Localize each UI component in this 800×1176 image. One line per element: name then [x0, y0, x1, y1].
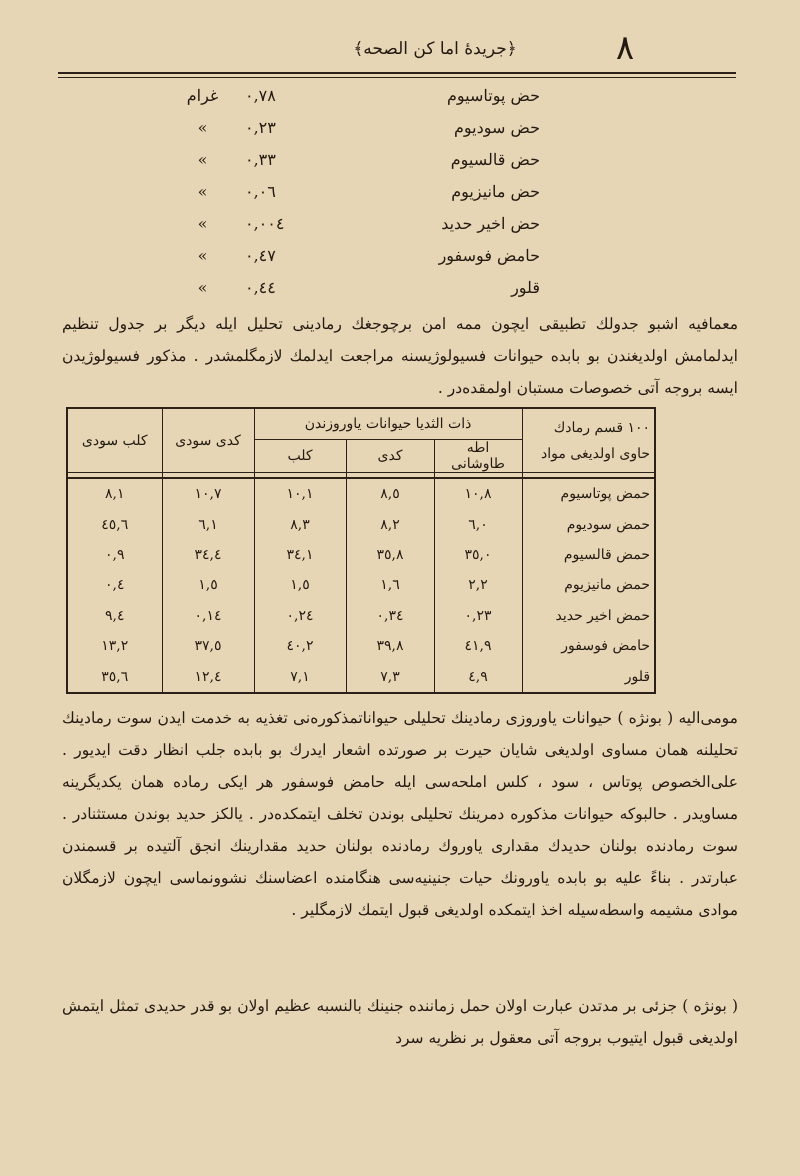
composition-name: قلور: [511, 278, 540, 297]
composition-item: [120, 278, 540, 308]
table-cell: ٨,٥: [346, 478, 434, 510]
composition-value: ٠,٢٣: [245, 118, 276, 137]
col-header-dog: كلب: [254, 440, 346, 473]
composition-unit: »: [197, 278, 208, 297]
body-paragraph: مومى‌اليه ( بونژه ) حيوانات ياوروزى رمادينك تحليلى حيواناتمذكوره‌نى تغذيه به خدمت ايدن سوت رمادينك تحليلنه همان مساوى اولديغى شايان حيرت بر صورتده اشعار ايدرك بو بابده جلب انظار دقت ايديور . على‌الخصوص پوتاس ، سود ، كلس املحه‌سى ايله حامض فوسفور هر ايكى رماده همان يكديگرينه مساويدر . حالبوكه حيوانات مذكوره دمرينك تحليلى بوندن تخلف ايتمكده‌در . يالكز حديد بوندن مستثنادر . سوت رمادنده بولنان حديدك مقدارى ياوروك رمادنده بولنان حديد مقدارينك انجق آلتيده بر قسمندن عبارتدر . بناءً عليه بو بابده ياورونك حيات جنينيه‌سى هنگامنده اعضاسنك نشوونماسى ايچون لازمگلان موادى مشيمه واسطه‌سيله اخذ ايتمكده اولديغى قبول ايتمك لازمگلير .: [62, 709, 738, 919]
table-row: [67, 631, 655, 661]
table-cell: ١٢,٤: [162, 661, 254, 693]
table-cell: ٦,١: [162, 510, 254, 540]
table-cell: ٨,١: [105, 486, 125, 503]
composition-value: ٠,٤٧: [245, 246, 276, 265]
intro-paragraph: معمافيه اشبو جدولك تطبيقى ايچون ممه امن برچوجغك رمادينى تحليل ايله ديگر بر جدول تنظيم ايدلمامش اولديغندن بو بابده حيوانات فسيولوژيسنه مراجعت ايدلمك لازمگلمشدر . مذكور فسيولوژيدن ايسه بروجه آتى خصوصات مستبان اولمقده‌در .: [62, 315, 738, 397]
table-cell: ١٣,٢: [101, 638, 129, 655]
running-title: ﴿جريدهٔ اما كن الصحه﴾: [353, 39, 517, 59]
table-cell: ٤,٩: [434, 661, 522, 693]
table-cell: ٣٤,١: [254, 540, 346, 570]
table-cell: ٧,٣: [346, 661, 434, 693]
table-cell: ٨,٢: [346, 510, 434, 540]
col-header-dog-milk: كلب سودى: [67, 408, 162, 473]
page-number: ٨: [615, 28, 635, 68]
table-cell: ٠,٢٣: [434, 601, 522, 631]
col-header-group: ذات الثديا حيوانات ياوروزندن: [254, 408, 522, 440]
header-rule-thin: [58, 77, 736, 78]
table-row: [67, 601, 655, 631]
composition-value: ٠,٠٠٤: [245, 214, 285, 233]
row-label: حامض فوسفور: [522, 631, 655, 661]
composition-unit: »: [197, 246, 208, 265]
composition-item: [120, 246, 540, 276]
row-label: حمض پوتاسيوم: [522, 478, 655, 510]
table-cell: ٦,٠: [434, 510, 522, 540]
col-header-cat-milk: كدى سودى: [162, 408, 254, 473]
table-cell: ٩,٤: [105, 607, 125, 624]
composition-name: حض سوديوم: [454, 118, 540, 137]
composition-unit: »: [197, 214, 208, 233]
col-header-rabbit: اطه طاوشانى: [434, 440, 522, 473]
composition-item: [120, 182, 540, 212]
table-cell: ١٠,١: [254, 478, 346, 510]
composition-unit: »: [197, 118, 208, 137]
composition-value: ٠,٣٣: [245, 150, 276, 169]
composition-name: حض مانيزيوم: [451, 182, 540, 201]
table-cell: ٧,١: [254, 661, 346, 693]
col-header-cat: كدى: [346, 440, 434, 473]
table-cell: ٢,٢: [434, 570, 522, 600]
table-cell: ٣٥,٦: [101, 668, 129, 685]
table-cell: ١,٥: [254, 570, 346, 600]
composition-value: ٠,٠٦: [245, 182, 276, 201]
table-row: [67, 661, 655, 693]
table-cell: ٤٥,٦: [101, 516, 129, 533]
composition-item: [120, 86, 540, 116]
composition-unit: »: [197, 182, 208, 201]
composition-item: [120, 118, 540, 148]
table-cell: ٤١,٩: [434, 631, 522, 661]
table-row: [67, 540, 655, 570]
composition-item: [120, 150, 540, 180]
composition-unit: »: [197, 150, 208, 169]
table-cell: ١٠,٧: [162, 478, 254, 510]
table-cell: ٣٥,٠: [434, 540, 522, 570]
ash-composition-table: [66, 407, 656, 694]
row-label: حمض سوديوم: [522, 510, 655, 540]
table-cell: ١,٥: [162, 570, 254, 600]
composition-name: حامض فوسفور: [438, 246, 540, 265]
composition-name: حض اخير حديد: [441, 214, 540, 233]
table-cell: ٣٤,٤: [162, 540, 254, 570]
row-label: حمض قالسيوم: [522, 540, 655, 570]
table-cell: ٤٠,٢: [254, 631, 346, 661]
composition-value: ٠,٤٤: [245, 278, 276, 297]
table-cell: ٠,٩: [105, 547, 125, 564]
table-cell: ٣٩,٨: [346, 631, 434, 661]
table-cell: ٨,٣: [254, 510, 346, 540]
composition-item: [120, 214, 540, 244]
table-cell: ١,٦: [346, 570, 434, 600]
table-cell: ٠,٢٤: [254, 601, 346, 631]
header-rule: [58, 72, 736, 74]
table-cell: ١٠,٨: [434, 478, 522, 510]
row-label: حمض مانيزيوم: [522, 570, 655, 600]
table-cell: ٣٧,٥: [162, 631, 254, 661]
table-row: [67, 510, 655, 540]
col-header-material: ١٠٠ قسم رمادك حاوى اولديغى مواد: [522, 408, 655, 473]
composition-value: ٠,٧٨: [245, 86, 276, 105]
table-cell: ٠,١٤: [162, 601, 254, 631]
row-label: قلور: [522, 661, 655, 693]
table-row: [67, 570, 655, 600]
row-label: حمض اخير حديد: [522, 601, 655, 631]
table-cell: ٠,٣٤: [346, 601, 434, 631]
table-cell: ٠,٤: [105, 577, 125, 594]
table-cell: ٣٥,٨: [346, 540, 434, 570]
composition-name: حض قالسيوم: [450, 150, 540, 169]
closing-paragraph: ( بونژه ) جزئى بر مدتدن عبارت اولان حمل زماننده جنينك بالنسبه عظيم اولان بو قدر حديدى تمثل ايتمش اولديغى قبول ايتيوب بروجه آتى معقول بر نظريه سرد: [62, 997, 738, 1047]
composition-name: حض پوتاسيوم: [446, 86, 540, 105]
table-row: [67, 478, 655, 510]
composition-unit: غرام: [186, 86, 219, 105]
